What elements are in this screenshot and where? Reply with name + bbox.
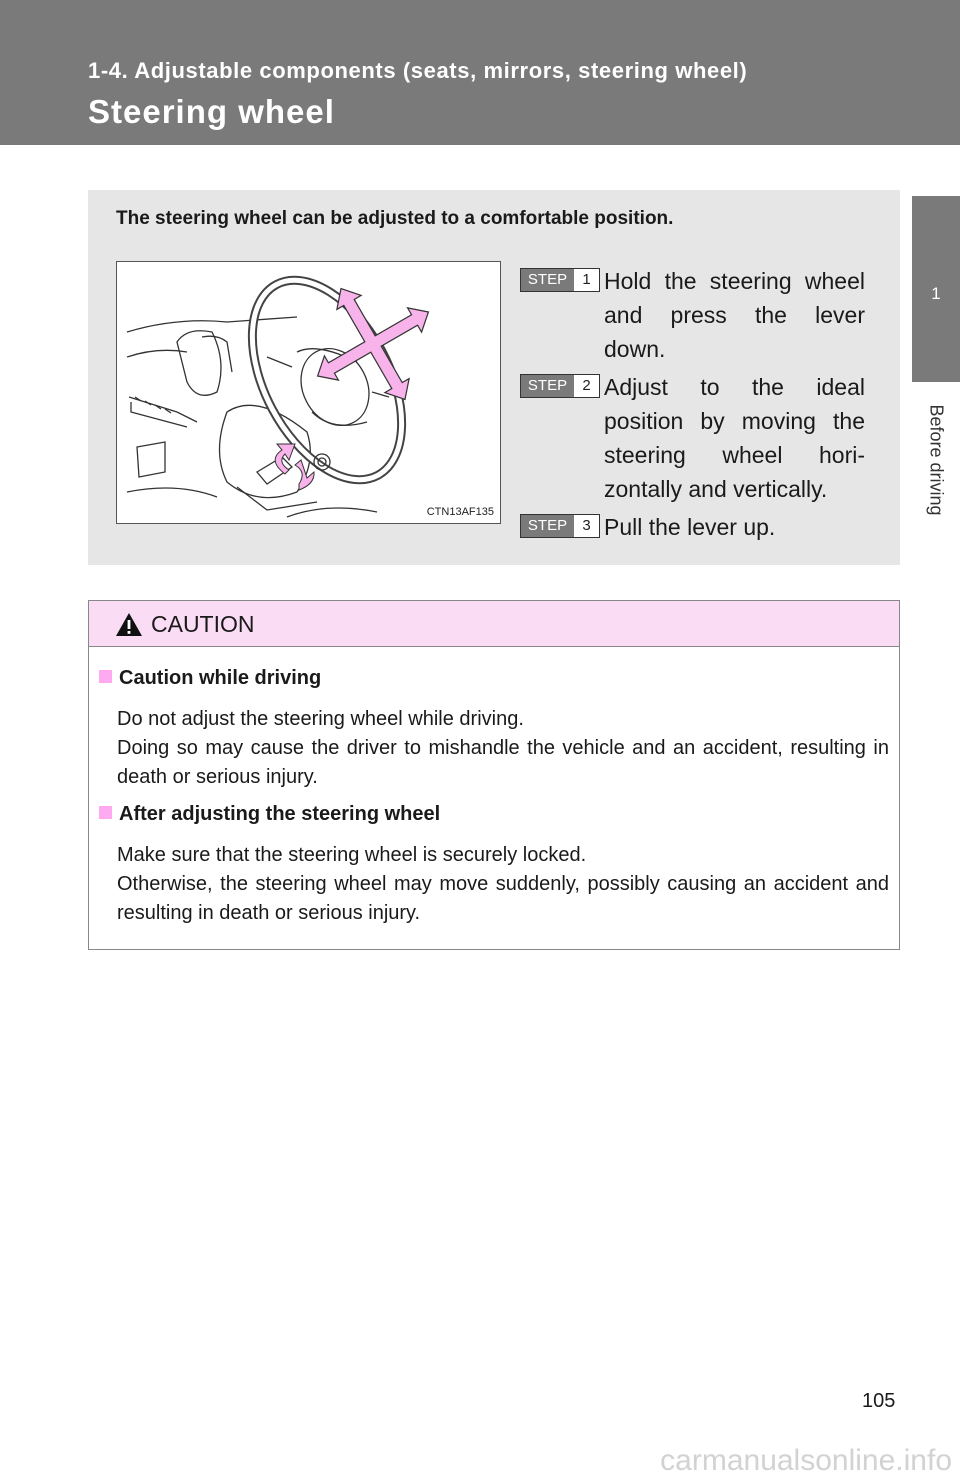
page-number: 105 <box>862 1390 896 1412</box>
caution-header <box>89 601 899 647</box>
intro-text: The steering wheel can be adjusted to a comfortable position. <box>116 208 674 229</box>
step-badge-number: 1 <box>574 269 599 291</box>
step-badge-number: 3 <box>574 515 599 537</box>
steering-wheel-illustration <box>116 261 501 524</box>
page-header <box>0 0 960 145</box>
step-badge-label: STEP <box>521 375 574 397</box>
step-text: Hold the steering wheel and press the lever down. <box>604 268 865 362</box>
warning-triangle-icon <box>115 612 143 637</box>
caution-paragraph: Make sure that the steering wheel is securely locked. <box>117 844 587 866</box>
caution-paragraph: Do not adjust the steering wheel while driving. <box>117 708 524 730</box>
page-title: Steering wheel <box>88 93 335 130</box>
step-badge <box>520 514 600 538</box>
caution-box <box>88 600 900 950</box>
figure-code: CTN13AF135 <box>426 506 494 518</box>
caution-item-heading: Caution while driving <box>99 667 321 690</box>
step-badge-label: STEP <box>521 269 574 291</box>
bullet-square-icon <box>99 806 112 819</box>
step-badge-label: STEP <box>521 515 574 537</box>
step-badge <box>520 268 600 292</box>
steering-wheel-drawing <box>117 262 500 523</box>
section-label: 1-4. Adjustable components (seats, mirrors, steering wheel) <box>88 58 748 83</box>
caution-paragraph: Doing so may cause the driver to mishandle the vehicle and an accident, resulting in death or serious injury. <box>117 737 889 788</box>
bullet-square-icon <box>99 670 112 683</box>
step-badge-number: 2 <box>574 375 599 397</box>
caution-title: CAUTION <box>151 611 255 637</box>
step-badge <box>520 374 600 398</box>
chapter-label: Before driving <box>926 404 947 516</box>
caution-item-heading: After adjusting the steering wheel <box>99 803 440 826</box>
watermark: carmanualsonline.info <box>660 1444 952 1477</box>
chapter-tab[interactable] <box>912 196 960 382</box>
caution-paragraph: Otherwise, the steering wheel may move suddenly, possibly causing an accident and resulting in death or serious injury. <box>117 873 889 924</box>
step-text: Pull the lever up. <box>604 514 776 540</box>
step-text: Adjust to the ideal position by moving the steering wheel hori-zontally and vertically. <box>604 374 865 502</box>
chapter-number: 1 <box>931 284 941 303</box>
intro-box <box>88 190 900 565</box>
